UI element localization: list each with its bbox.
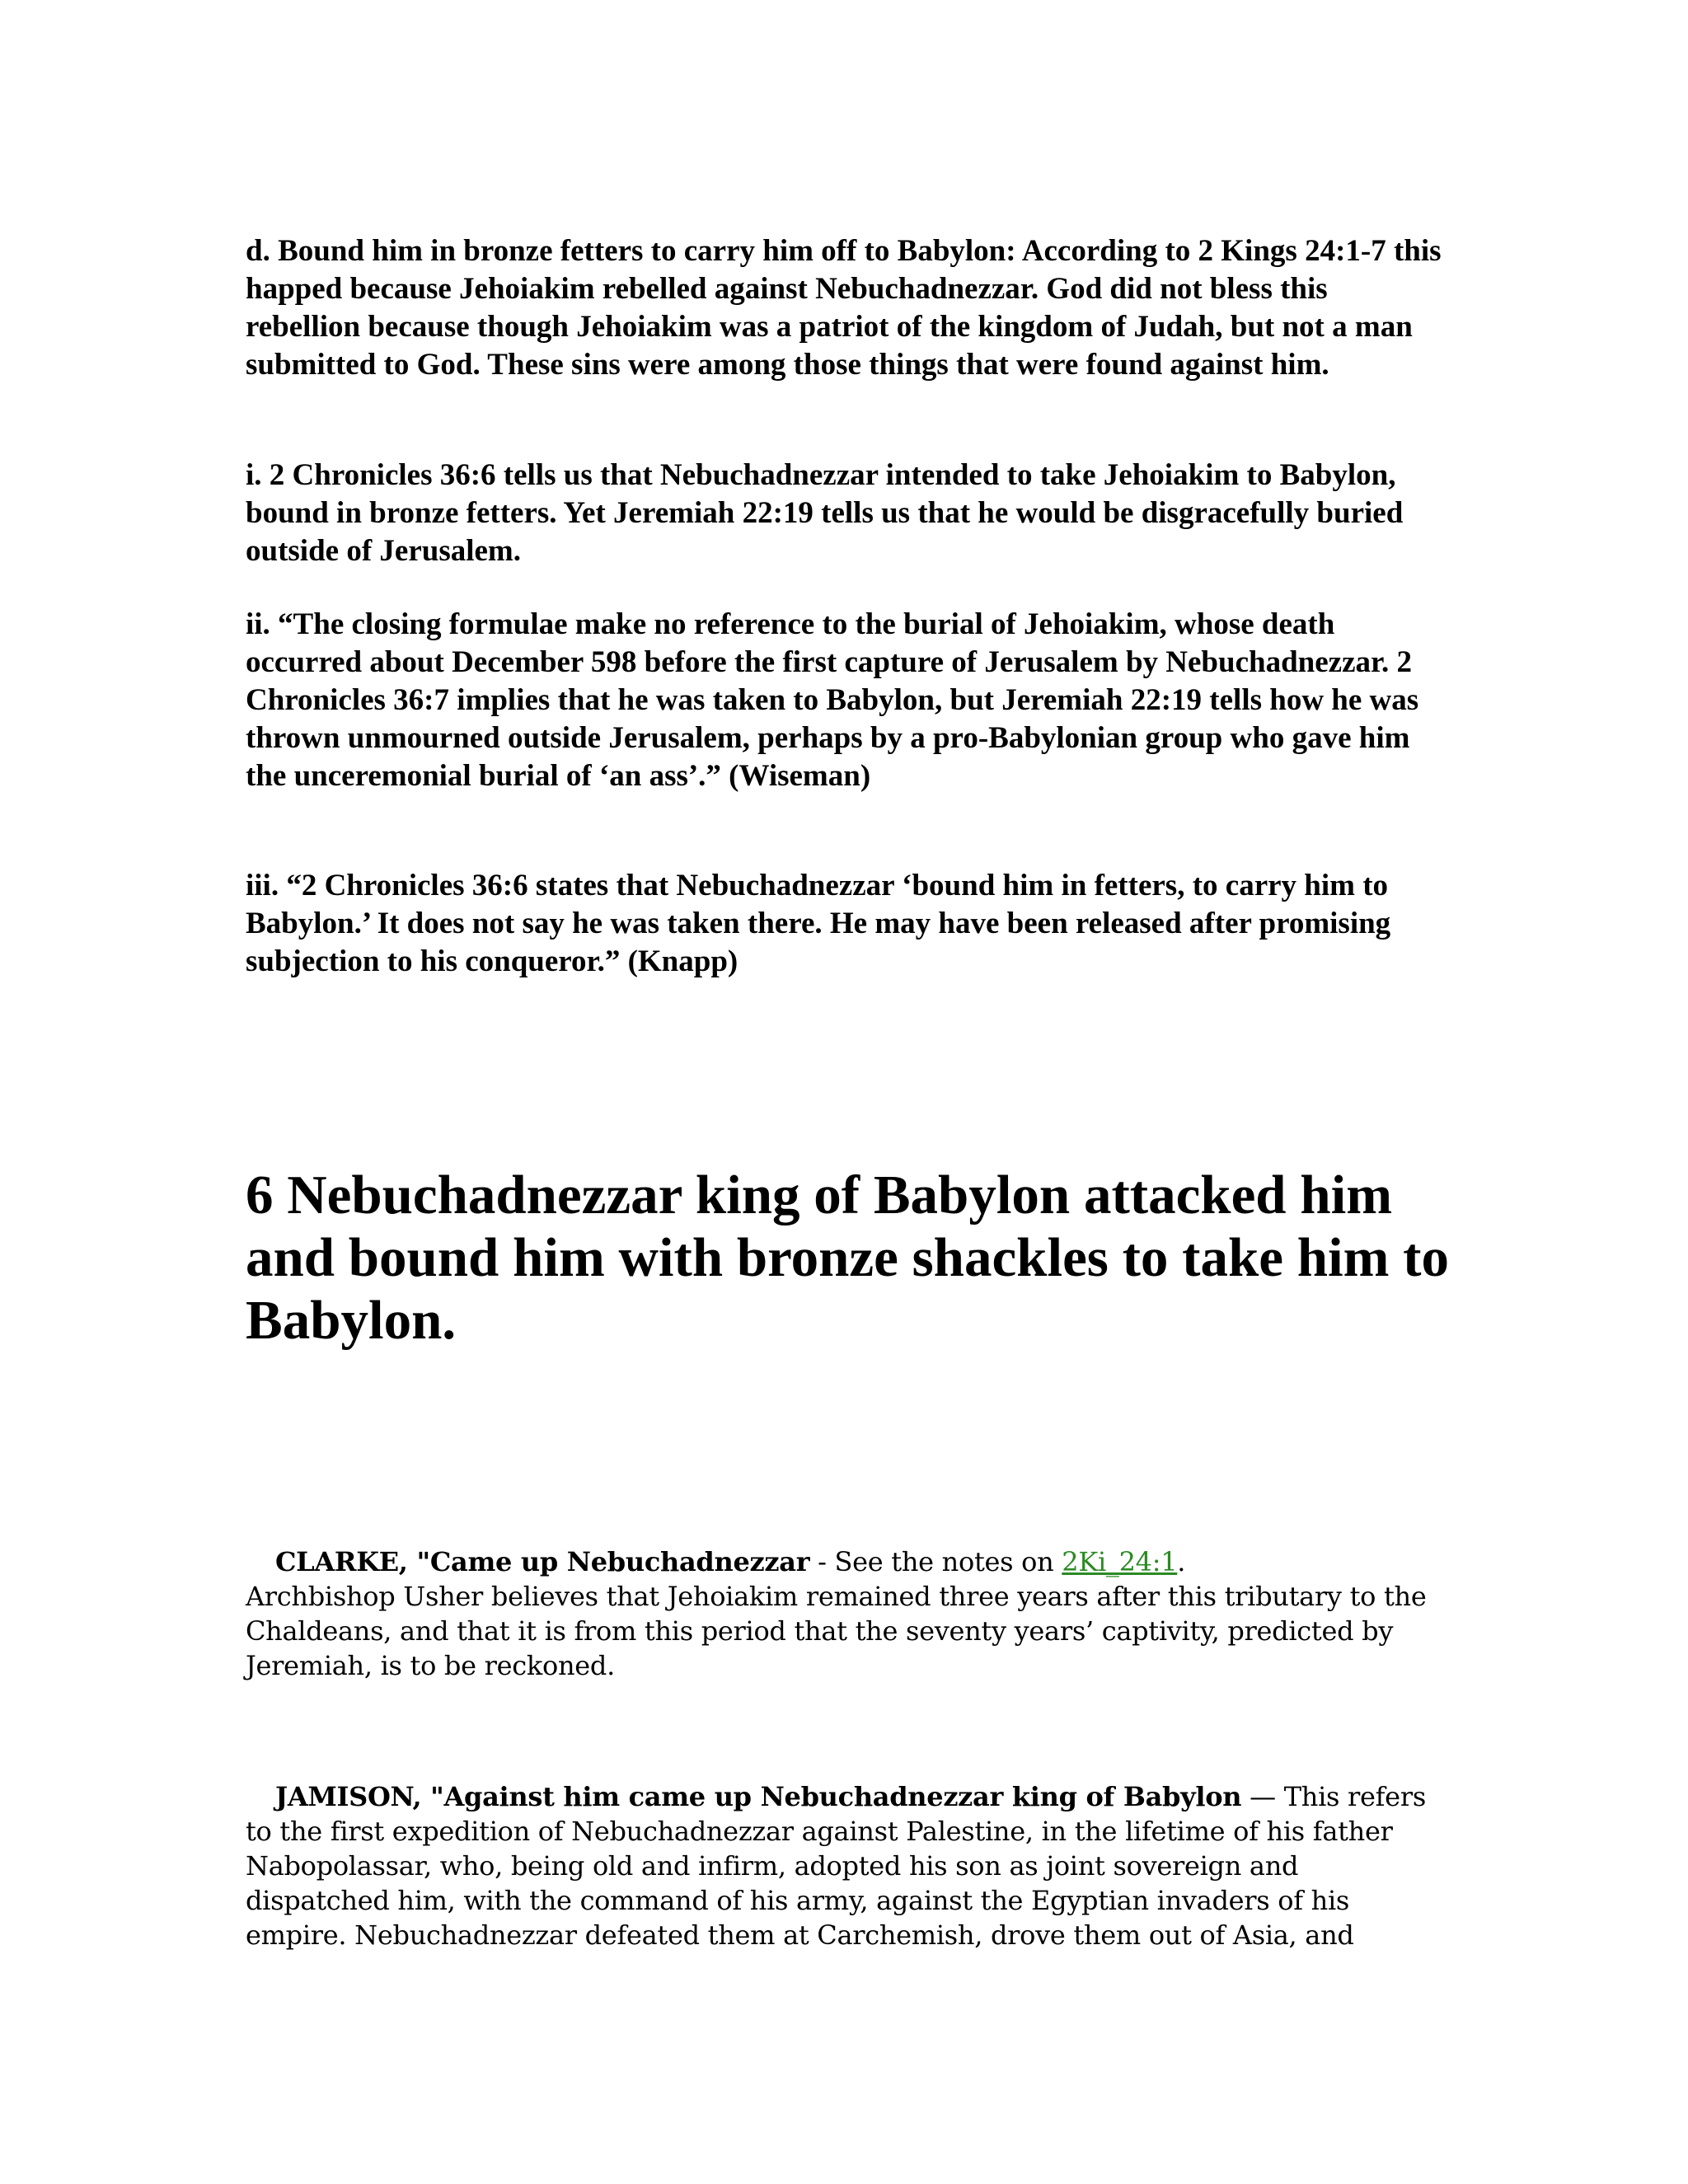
jamison-source: JAMISON, "Against him came up Nebuchadnezzar king of Babylon (275, 1781, 1242, 1812)
jamison-text: — This refers to the first expedition of Nebuchadnezzar against Palestine, in the lifetime of his father Nabopolassar, who, being old and infirm, adopted his son as joint sovereign and dispatched him, with the command of his army, against the Egyptian invaders of his empire. Nebuchadnezzar defeated them at Carchemish, drove them out of Asia, and (246, 1781, 1426, 1951)
clarke-source: CLARKE, "Came up Nebuchadnezzar (275, 1546, 810, 1577)
paragraph-iii: iii. “2 Chronicles 36:6 states that Nebuchadnezzar ‘bound him in fetters, to carry him to Babylon.’ It does not say he was taken there. He may have been released after promising subjection to his conqueror.” (Knapp) (246, 869, 1391, 978)
clarke-body: Archbishop Usher believes that Jehoiakim remained three years after this tributary to the Chaldeans, and that it is from this period that the seventy years’ captivity, predicted by Jeremiah, is to be reckoned. (246, 1581, 1427, 1681)
clarke-period: . (1177, 1546, 1186, 1577)
paragraph-i: i. 2 Chronicles 36:6 tells us that Nebuchadnezzar intended to take Jehoiakim to Babylon, bound in bronze fetters. Yet Jeremiah 22:19 tells us that he would be disgracefully buried outside of Jerusalem. (246, 458, 1404, 568)
jamison-commentary (246, 1779, 1449, 1952)
clarke-text: - See the notes on (809, 1546, 1062, 1577)
verse-heading: 6 Nebuchadnezzar king of Babylon attacked him and bound him with bronze shackles to take him to Babylon. (246, 1165, 1449, 1351)
clarke-reference-link[interactable]: 2Ki_24:1 (1062, 1546, 1178, 1577)
clarke-commentary (246, 1544, 1449, 1683)
paragraph-ii: ii. “The closing formulae make no reference to the burial of Jehoiakim, whose death occurred about December 598 before the first capture of Jerusalem by Nebuchadnezzar. 2 Chronicles 36:7 implies that he was taken to Babylon, but Jeremiah 22:19 tells how he was thrown unmourned outside Jerusalem, perhaps by a pro-Babylonian group who gave him the unceremonial burial of ‘an ass’.” (Wiseman) (246, 607, 1419, 793)
paragraph-d: d. Bound him in bronze fetters to carry him off to Babylon: According to 2 Kings 24:1-7 this happed because Jehoiakim rebelled against Nebuchadnezzar. God did not bless this rebellion because though Jehoiakim was a patriot of the kingdom of Judah, but not a man submitted to God. These sins were among those things that were found against him. (246, 234, 1442, 382)
